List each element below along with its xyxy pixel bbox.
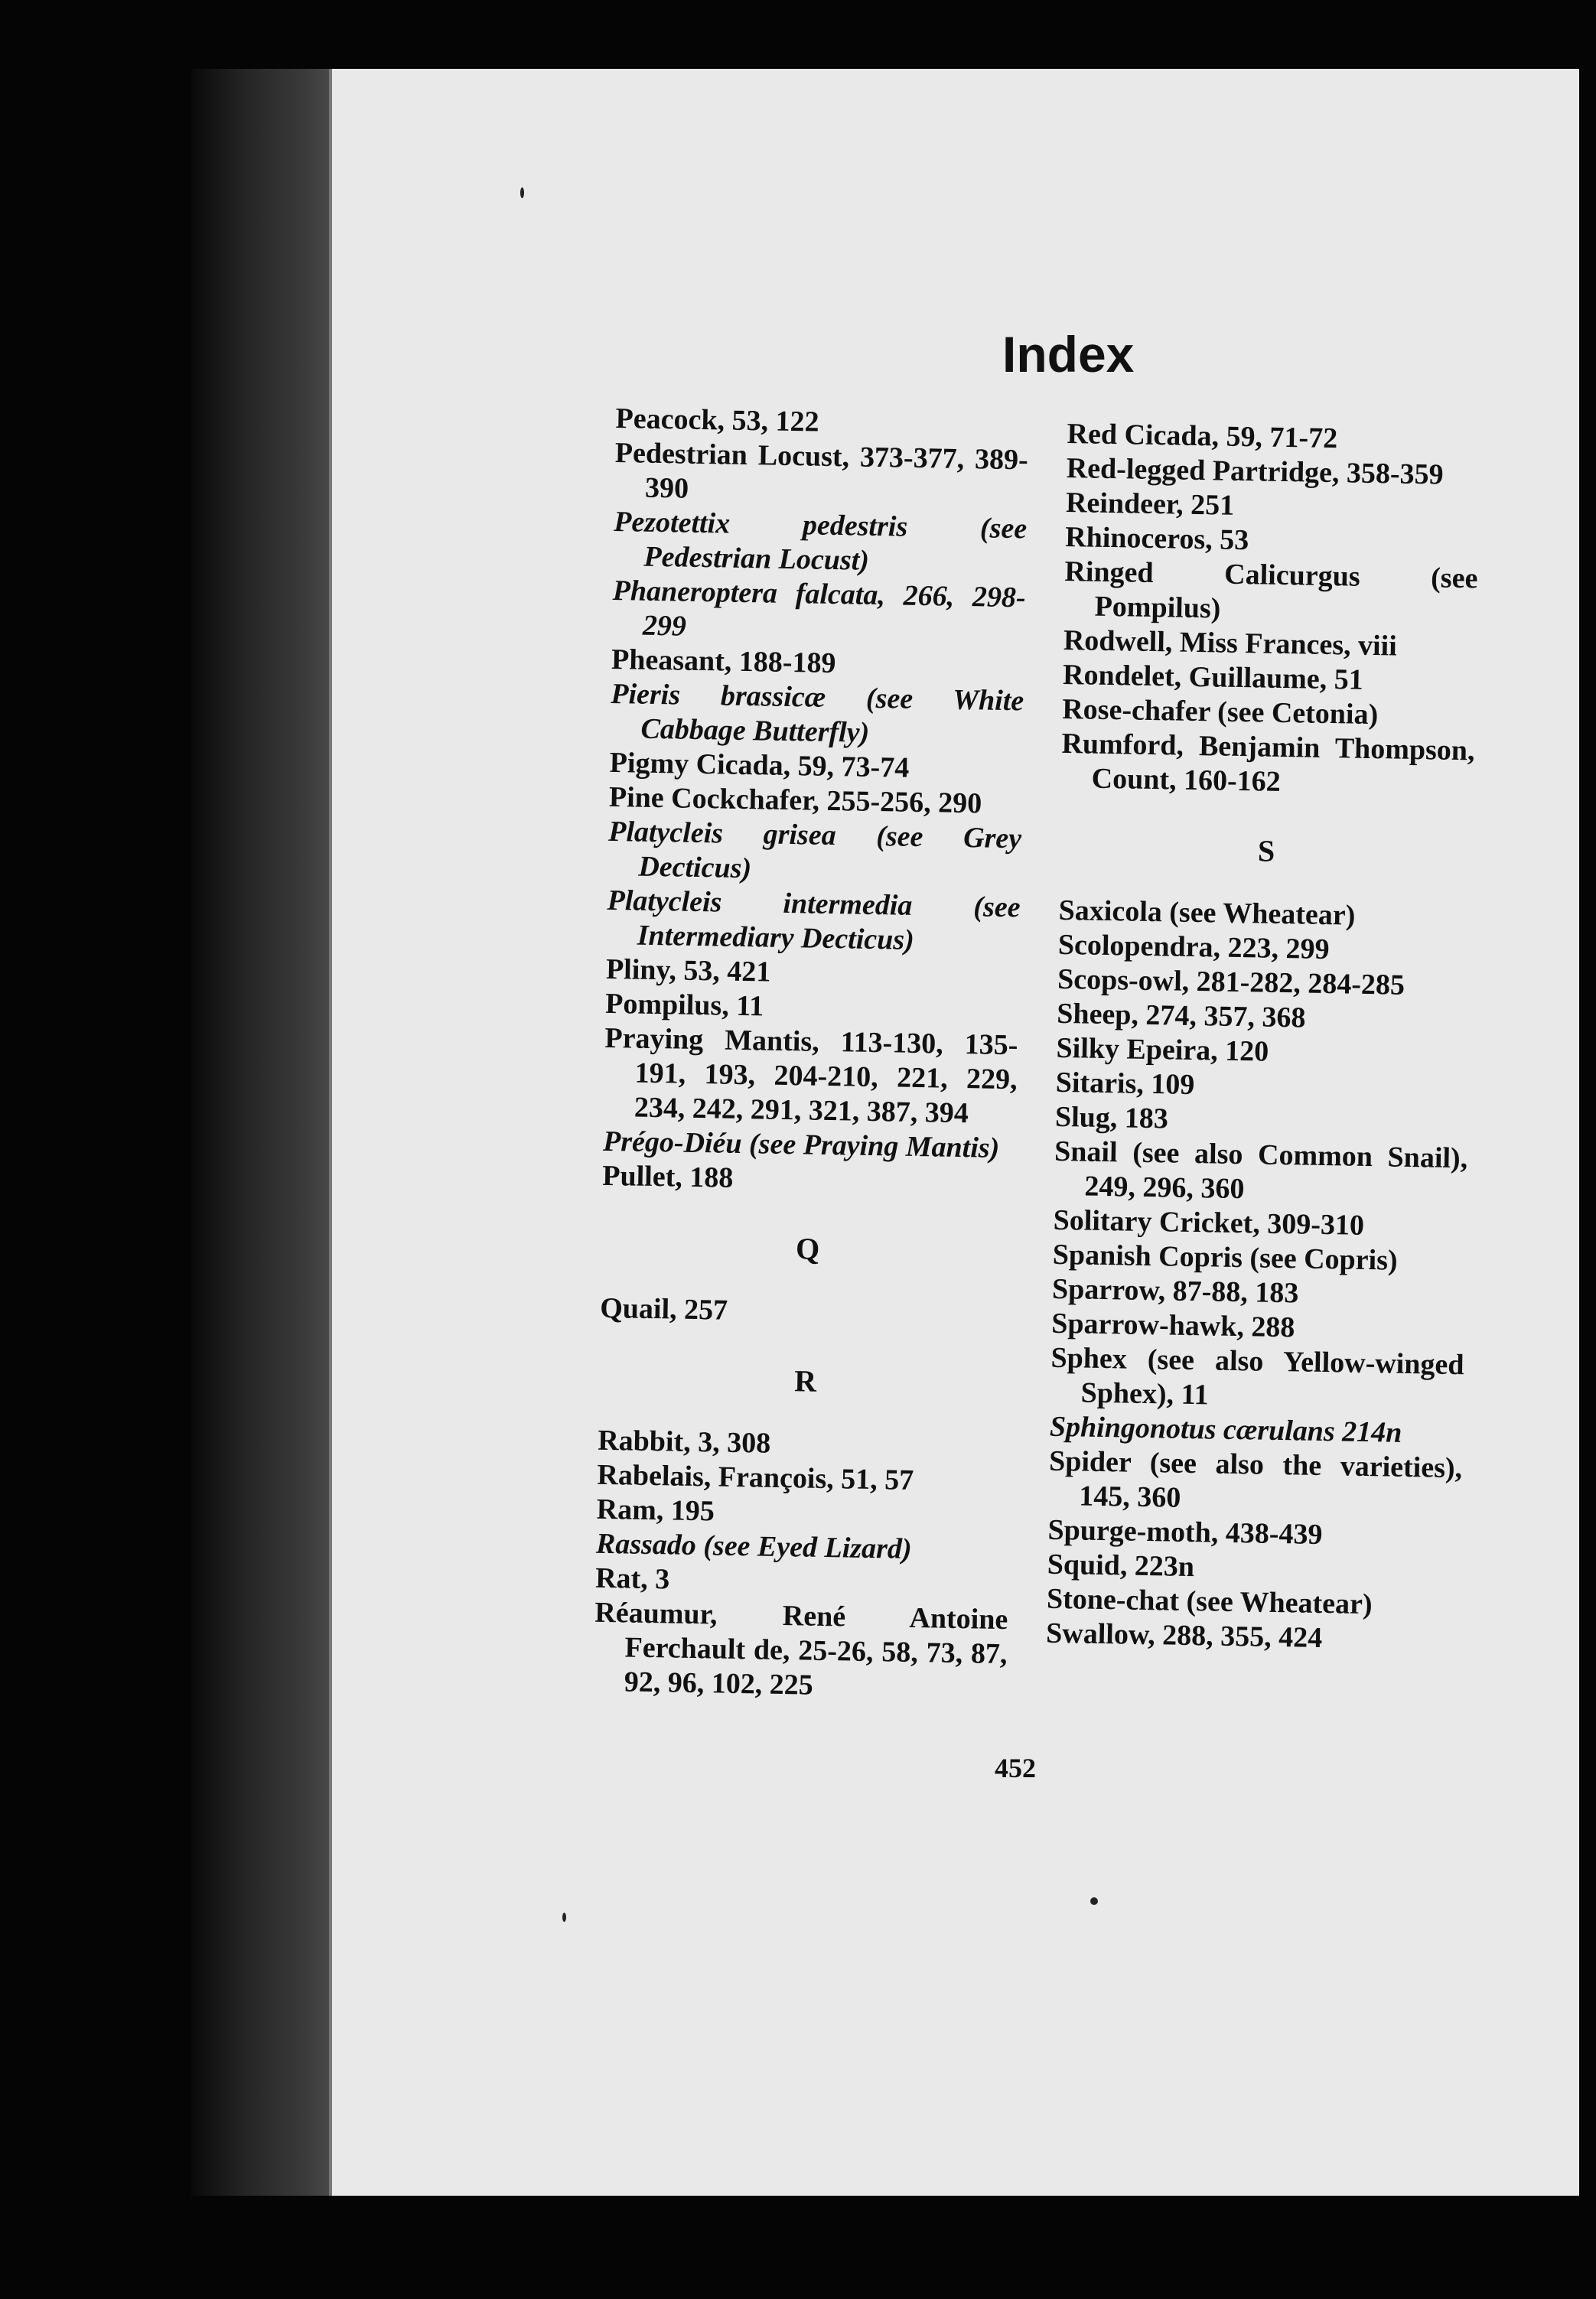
- index-entry: Sparrow-hawk, 288: [1050, 1307, 1295, 1344]
- section-letter-s: S: [1257, 833, 1275, 868]
- index-entry: Prégo-Diéu (see Praying Mantis): [602, 1125, 1000, 1164]
- index-entry: Reindeer, 251: [1065, 486, 1235, 522]
- index-entry: Rodwell, Miss Frances, viii: [1063, 624, 1398, 663]
- index-entry: Phaneroptera falcata, 266, 298-299: [612, 574, 1026, 643]
- dust-speck: [520, 187, 524, 198]
- entries-q: [600, 1291, 1014, 1333]
- dust-speck: [1090, 1897, 1098, 1905]
- index-entry: Red Cicada, 59, 71-72: [1067, 417, 1338, 455]
- index-entry: Pheasant, 188-189: [611, 643, 836, 680]
- index-entry: Rassado (see Eyed Lizard): [595, 1527, 912, 1565]
- section-letter-r: R: [793, 1363, 817, 1399]
- index-entry: Pompilus, 11: [604, 987, 764, 1023]
- index-entry: Spanish Copris (see Copris): [1052, 1238, 1398, 1277]
- index-entry: Sphex (see also Yellow-winged Sphex), 11: [1050, 1341, 1464, 1412]
- index-entry: Squid, 223n: [1047, 1548, 1195, 1584]
- index-entry: Praying Mantis, 113-130, 135-191, 193, 204-210, 221, 229, 234, 242, 291, 321, 387, 394: [604, 1021, 1018, 1130]
- index-entry: Solitary Cricket, 309-310: [1053, 1203, 1365, 1242]
- dust-speck: [562, 1913, 566, 1922]
- index-entry: Pedestrian Locust, 373-377, 389-390: [614, 436, 1029, 505]
- left-column: [593, 402, 1029, 1706]
- index-entry: Réaumur, René Antoine Ferchault de, 25-26, 58, 73, 87, 92, 96, 102, 225: [594, 1596, 1008, 1701]
- index-entry: Rhinoceros, 53: [1064, 520, 1249, 557]
- index-entry: Rat, 3: [594, 1561, 670, 1596]
- book-spine: [191, 69, 352, 2196]
- index-entry: Pliny, 53, 421: [605, 952, 771, 988]
- index-entry: Pigmy Cicada, 59, 73-74: [609, 746, 910, 784]
- section-letter-q: Q: [795, 1231, 820, 1266]
- index-entry: Scops-owl, 281-282, 284-285: [1057, 962, 1405, 1001]
- index-entry: Pieris brassicæ (see White Cabbage Butterfly): [610, 677, 1024, 749]
- index-entry: Rose-chafer (see Cetonia): [1061, 692, 1379, 731]
- entries-p: [602, 402, 1029, 1200]
- index-entry: Sitaris, 109: [1055, 1066, 1195, 1102]
- index-entry: Sphingonotus cærulans 214n: [1049, 1410, 1402, 1449]
- entries-r: [593, 1424, 1011, 1706]
- index-entry: Silky Epeira, 120: [1056, 1031, 1269, 1068]
- index-entry: Peacock, 53, 122: [615, 402, 819, 438]
- index-entry: Platycleis intermedia (see Intermediary Decticus): [607, 884, 1021, 956]
- index-entry: Saxicola (see Wheatear): [1058, 894, 1356, 932]
- page-title: Index: [1002, 326, 1135, 383]
- index-entry: Quail, 257: [599, 1291, 728, 1327]
- index-entry: Scolopendra, 223, 299: [1057, 928, 1330, 966]
- index-entry: Stone-chat (see Wheatear): [1046, 1582, 1373, 1621]
- page-number: 452: [995, 1753, 1036, 1783]
- index-entry: Slug, 183: [1054, 1100, 1169, 1135]
- index-entry: Platycleis grisea (see Grey Decticus): [607, 815, 1022, 885]
- right-column: [1046, 417, 1480, 1658]
- index-entry: Ringed Calicurgus (see Pompilus): [1064, 555, 1478, 625]
- index-entry: Pine Cockchafer, 255-256, 290: [608, 780, 982, 820]
- entries-r-continued: [1060, 417, 1480, 803]
- index-entry: Rondelet, Guillaume, 51: [1062, 658, 1364, 696]
- index-entry: Sheep, 274, 357, 368: [1057, 997, 1306, 1034]
- entries-s: [1046, 894, 1472, 1658]
- index-entry: Rabelais, François, 51, 57: [597, 1458, 914, 1497]
- index-entry: Pullet, 188: [601, 1159, 734, 1194]
- index-entry: Spider (see also the varieties), 145, 360: [1048, 1444, 1463, 1514]
- index-entry: Swallow, 288, 355, 424: [1045, 1617, 1323, 1655]
- index-entry: Pezotettix pedestris (see Pedestrian Locust): [613, 505, 1028, 577]
- index-entry: Spurge-moth, 438-439: [1047, 1513, 1323, 1552]
- index-entry: Rumford, Benjamin Thompson, Count, 160-162: [1061, 727, 1475, 798]
- index-entry: Red-legged Partridge, 358-359: [1066, 451, 1444, 491]
- index-entry: Sparrow, 87-88, 183: [1051, 1272, 1299, 1310]
- index-entry: Snail (see also Common Snail), 249, 296, 360: [1054, 1135, 1468, 1206]
- index-entry: Ram, 195: [596, 1493, 715, 1528]
- index-entry: Rabbit, 3, 308: [597, 1424, 771, 1460]
